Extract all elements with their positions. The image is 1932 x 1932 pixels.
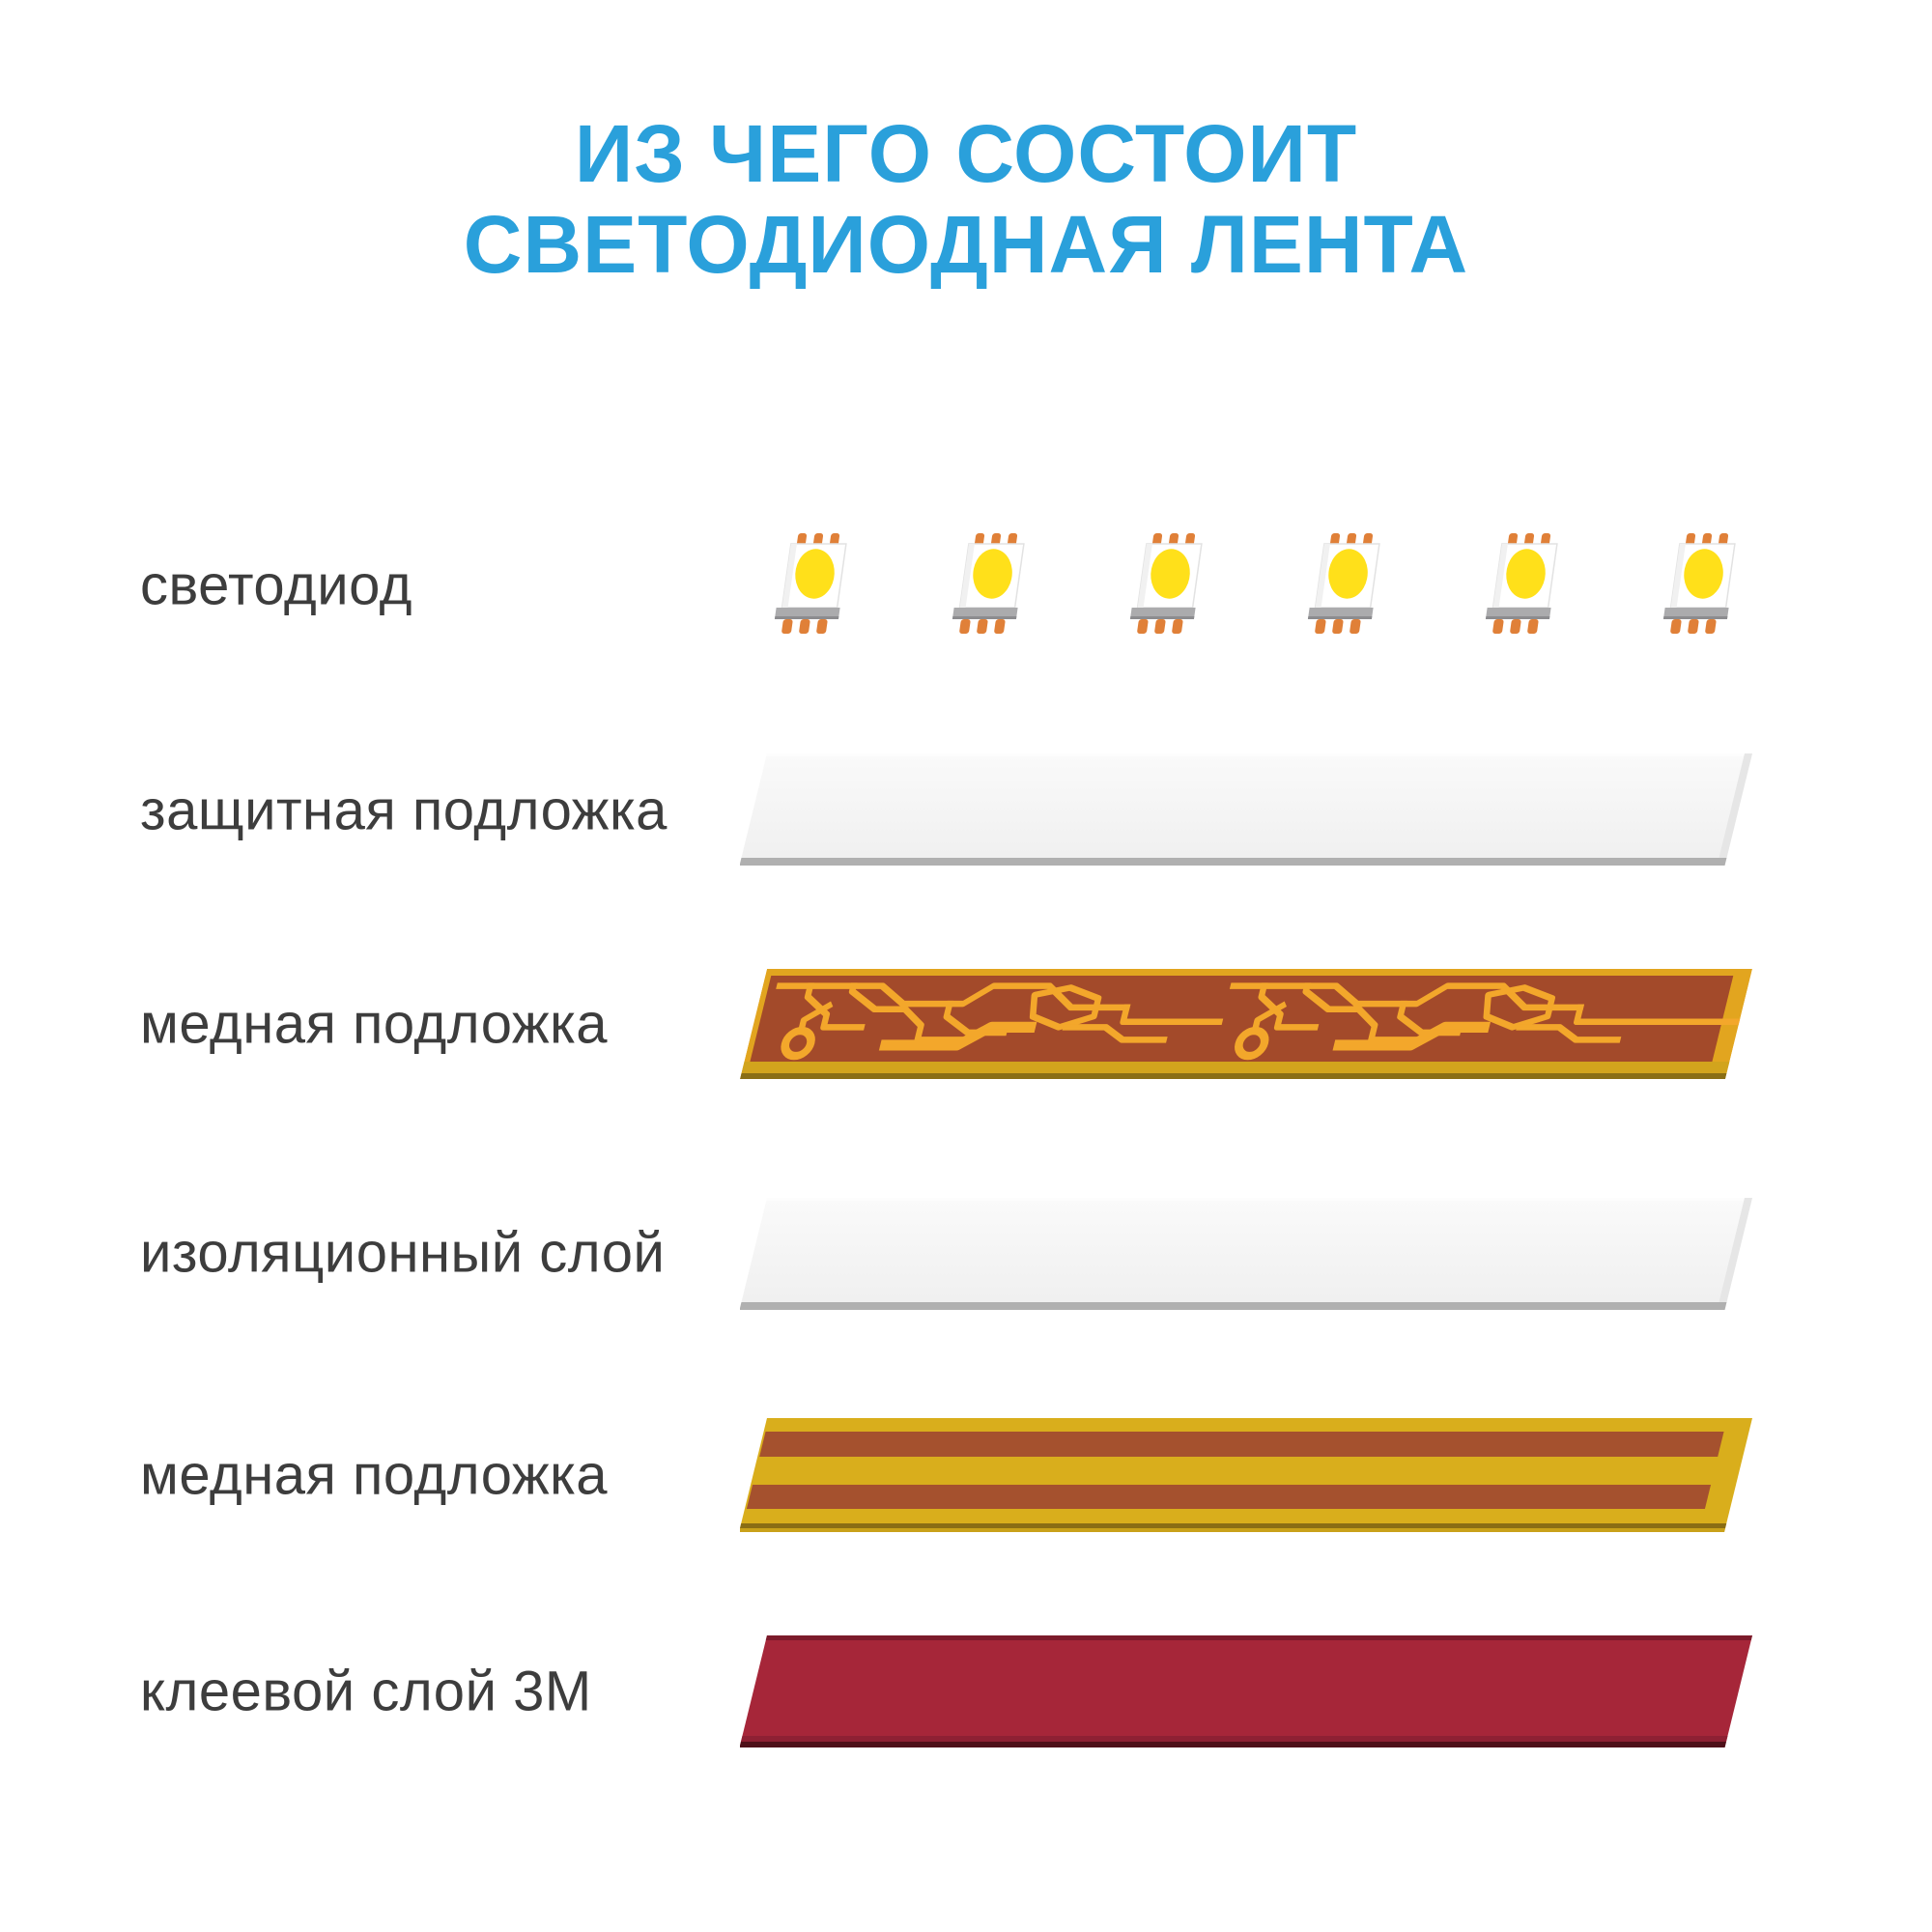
page-title (0, 108, 1932, 290)
label-adhesive: клеевой слой 3М (140, 1660, 592, 1723)
led-chip-icon (1128, 533, 1207, 634)
title-line-1: ИЗ ЧЕГО СОСТОИТ (574, 108, 1358, 199)
protective-layer-graphic (740, 753, 1764, 867)
copper-circuit-layer-graphic (740, 969, 1764, 1079)
led-chip-icon (773, 533, 851, 634)
adhesive-layer-graphic (740, 1635, 1764, 1747)
led-chip-icon (1662, 533, 1740, 634)
label-led: светодиод (140, 554, 412, 617)
insulation-layer-graphic (740, 1198, 1764, 1312)
copper-striped-layer-graphic (740, 1418, 1764, 1532)
copper-stripe (759, 1432, 1723, 1457)
title-line-2: СВЕТОДИОДНАЯ ЛЕНТА (463, 199, 1469, 291)
copper-stripe (747, 1485, 1711, 1509)
led-chip-icon (951, 533, 1029, 634)
label-copper-circuit: медная подложка (140, 992, 609, 1056)
label-protective: защитная подложка (140, 779, 668, 842)
led-chip-icon (1484, 533, 1562, 634)
label-copper-striped: медная подложка (140, 1443, 609, 1507)
led-row-graphic (740, 529, 1764, 638)
label-insulation: изоляционный слой (140, 1221, 666, 1285)
led-chip-icon (1306, 533, 1384, 634)
